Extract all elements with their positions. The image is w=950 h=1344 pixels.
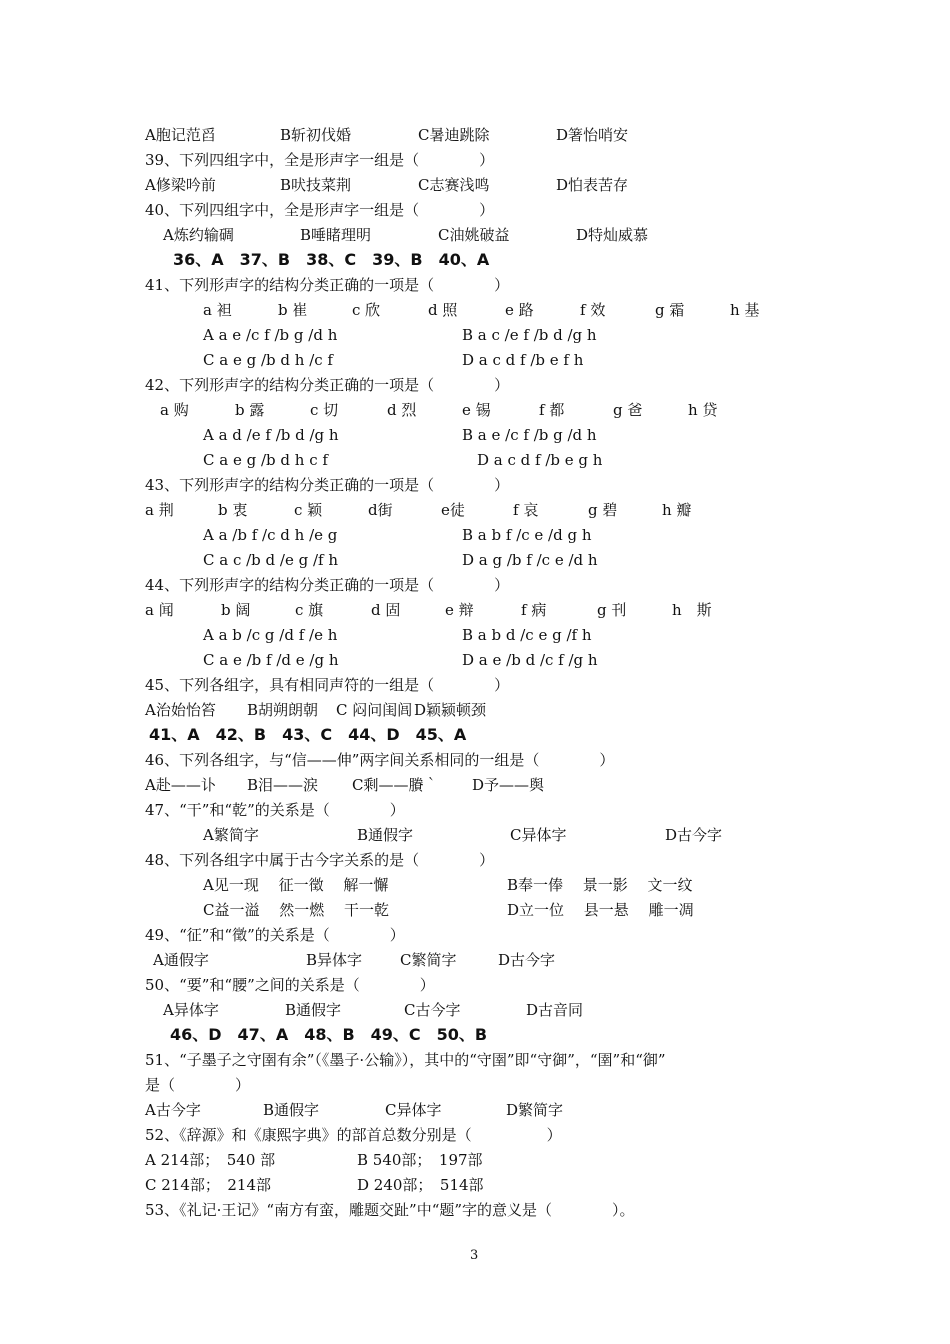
line-segment: 42、下列形声字的结构分类正确的一项是（ ） [145, 376, 510, 394]
line-segment: A胞记范舀 [145, 126, 216, 144]
line-segment: 48、下列各组字中属于古今字关系的是（ ） [145, 851, 495, 869]
line-segment: C暑迪跳除 [418, 126, 490, 144]
line-segment: g 霜 [655, 301, 685, 319]
line-segment: 53、《礼记·王记》“南方有蛮，雕题交趾”中“题”字的意义是（ ）。 [145, 1201, 635, 1219]
line-segment: h 瓣 [662, 501, 692, 519]
line-segment: 36、A 37、B 38、C 39、B 40、A [173, 250, 490, 269]
line-segment: a 购 [160, 401, 189, 419]
line-segment: f 哀 [513, 501, 539, 519]
line-segment: 40、下列四组字中，全是形声字一组是（ ） [145, 201, 495, 219]
line-segment: b 露 [235, 401, 265, 419]
line-segment: e 锡 [462, 401, 491, 419]
line-segment: 46、D 47、A 48、B 49、C 50、B [170, 1025, 488, 1044]
line-segment: B唾睹理明 [300, 226, 372, 244]
line-segment: f 都 [539, 401, 565, 419]
line-segment: A炼约输碉 [163, 226, 234, 244]
line-segment: C古今字 [404, 1001, 461, 1019]
line-segment: 41、下列形声字的结构分类正确的一项是（ ） [145, 276, 510, 294]
line-segment: A修梁吟前 [145, 176, 216, 194]
line-segment: b 衷 [218, 501, 248, 519]
line-segment: d 烈 [387, 401, 417, 419]
line-segment: 43、下列形声字的结构分类正确的一项是（ ） [145, 476, 510, 494]
line-segment: c 切 [310, 401, 339, 419]
line-segment: C 闷问闺闾 [336, 701, 413, 719]
line-segment: D立一位 县一悬 雕一凋 [507, 901, 694, 919]
line-segment: B异体字 [306, 951, 363, 969]
line-segment: a 袒 [203, 301, 232, 319]
line-segment: B a c /e f /b d /g h [462, 326, 597, 344]
line-segment: A a e /c f /b g /d h [203, 326, 338, 344]
line-segment: h 基 [730, 301, 760, 319]
line-segment: D a c d f /b e f h [462, 351, 584, 369]
line-segment: 是（ ） [145, 1076, 251, 1094]
line-segment: D古音同 [526, 1001, 584, 1019]
line-segment: B泪——涙 [247, 776, 319, 794]
line-segment: D箸怡哨安 [556, 126, 629, 144]
line-segment: B通假字 [357, 826, 414, 844]
line-segment: A古今字 [145, 1101, 201, 1119]
line-segment: e 路 [505, 301, 534, 319]
line-segment: 47、“干”和“乾”的关系是（ ） [145, 801, 405, 819]
line-segment: c 欣 [352, 301, 381, 319]
line-segment: e徒 [441, 501, 465, 519]
line-segment: A a d /e f /b d /g h [203, 426, 339, 444]
line-segment: D怕表苦存 [556, 176, 629, 194]
line-segment: C a e g /b d h c f [203, 451, 328, 469]
line-segment: A 214部； 540 部 [145, 1151, 276, 1169]
line-segment: C油姚破益 [438, 226, 510, 244]
line-segment: B吠技菜荆 [280, 176, 352, 194]
line-segment: g 爸 [613, 401, 643, 419]
line-segment: D a g /b f /c e /d h [462, 551, 598, 569]
line-segment: D古今字 [498, 951, 556, 969]
line-segment: d街 [368, 501, 393, 519]
line-segment: B胡朔朗朝 [247, 701, 319, 719]
line-segment: h 贷 [688, 401, 718, 419]
line-segment: 46、下列各组字，与“信——伸”两字间关系相同的一组是（ ） [145, 751, 615, 769]
line-segment: B a b f /c e /d g h [462, 526, 592, 544]
line-segment: D繁简字 [506, 1101, 564, 1119]
line-segment: b 崔 [278, 301, 308, 319]
line-segment: B斩初伐婚 [280, 126, 352, 144]
line-segment: e 辩 [445, 601, 474, 619]
line-segment: D古今字 [665, 826, 723, 844]
page-number: 3 [470, 1248, 479, 1263]
line-segment: A通假字 [153, 951, 209, 969]
line-segment: C a e g /b d h /c f [203, 351, 333, 369]
line-segment: d 照 [428, 301, 458, 319]
line-segment: A a b /c g /d f /e h [203, 626, 338, 644]
line-segment: D予——舆 [472, 776, 545, 794]
line-segment: A异体字 [163, 1001, 219, 1019]
line-segment: g 碧 [588, 501, 618, 519]
line-segment: g 刊 [597, 601, 627, 619]
line-segment: a 荆 [145, 501, 174, 519]
line-segment: C益一溢 然一燃 干一乾 [203, 901, 390, 919]
line-segment: A见一现 征一徵 解一懈 [203, 876, 389, 894]
line-segment: D a e /b d /c f /g h [462, 651, 598, 669]
line-segment: C繁简字 [400, 951, 457, 969]
line-segment: b 阔 [221, 601, 251, 619]
line-segment: A治始怡笞 [145, 701, 216, 719]
line-segment: D颖颍顿颈 [414, 701, 487, 719]
line-segment: A赴——讣 [145, 776, 216, 794]
line-segment: B奉一俸 景一影 文一纹 [507, 876, 693, 894]
line-segment: 44、下列形声字的结构分类正确的一项是（ ） [145, 576, 510, 594]
line-segment: f 病 [521, 601, 547, 619]
line-segment: A繁简字 [203, 826, 259, 844]
line-segment: C异体字 [385, 1101, 442, 1119]
line-segment: B通假字 [285, 1001, 342, 1019]
line-segment: B a b d /c e g /f h [462, 626, 592, 644]
line-segment: 39、下列四组字中，全是形声字一组是（ ） [145, 151, 495, 169]
line-segment: h 斯 [672, 601, 712, 619]
line-segment: D 240部； 514部 [357, 1176, 484, 1194]
line-segment: c 颖 [294, 501, 323, 519]
line-segment: C志赛浅鸣 [418, 176, 490, 194]
line-segment: 49、“征”和“徵”的关系是（ ） [145, 926, 405, 944]
line-segment: c 旗 [295, 601, 324, 619]
line-segment: f 效 [580, 301, 606, 319]
line-segment: C a e /b f /d e /g h [203, 651, 339, 669]
line-segment: B 540部； 197部 [357, 1151, 483, 1169]
line-segment: 41、A 42、B 43、C 44、D 45、A [149, 725, 467, 744]
line-segment: 51、“子墨子之守圉有余”（《墨子·公输》），其中的“守圉”即“守御”，“圉”和“御” [145, 1051, 666, 1069]
line-segment: C剩——賸｀ [352, 776, 439, 794]
line-segment: D a c d f /b e g h [477, 451, 603, 469]
line-segment: C 214部； 214部 [145, 1176, 272, 1194]
line-segment: d 固 [371, 601, 401, 619]
line-segment: B通假字 [263, 1101, 320, 1119]
line-segment: 45、下列各组字，具有相同声符的一组是（ ） [145, 676, 510, 694]
line-segment: C a c /b d /e g /f h [203, 551, 339, 569]
line-segment: 50、“要”和“腰”之间的关系是（ ） [145, 976, 435, 994]
line-segment: a 闻 [145, 601, 174, 619]
line-segment: B a e /c f /b g /d h [462, 426, 597, 444]
line-segment: D特灿威慕 [576, 226, 649, 244]
line-segment: A a /b f /c d h /e g [203, 526, 338, 544]
line-segment: C异体字 [510, 826, 567, 844]
line-segment: 52、《辞源》和《康熙字典》的部首总数分别是（ ） [145, 1126, 562, 1144]
